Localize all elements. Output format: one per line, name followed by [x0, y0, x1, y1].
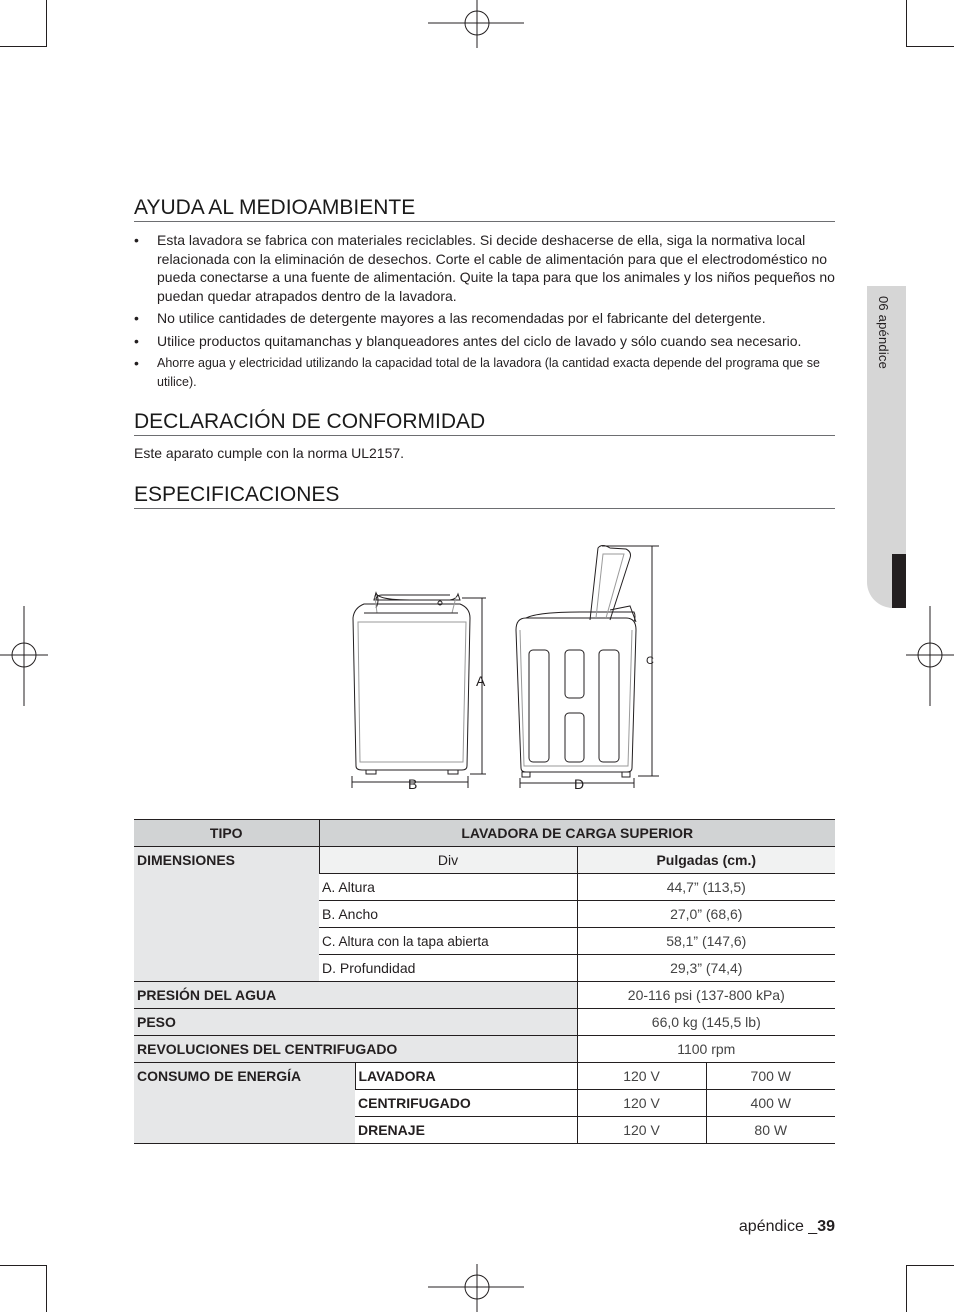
table-row-label: PRESIÓN DEL AGUA [134, 982, 577, 1009]
table-row [134, 1063, 835, 1090]
section-title-specs: ESPECIFICACIONES [134, 483, 835, 509]
table-cell: 27,0” (68,6) [577, 901, 835, 928]
list-item: • Utilice productos quitamanchas y blanqueadores antes del ciclo de lavado y sólo cuando sea necesario. [134, 332, 835, 351]
crop-mark [906, 1265, 954, 1266]
crop-mark [46, 1265, 47, 1312]
conformity-text: Este aparato cumple con la norma UL2157. [134, 445, 405, 461]
table-subheader-cell: Div [319, 847, 577, 874]
table-cell: 1100 rpm [577, 1036, 835, 1063]
table-cell: 58,1” (147,6) [577, 928, 835, 955]
page-number [739, 1218, 835, 1236]
chapter-tab [867, 286, 906, 608]
table-cell: LAVADORA [355, 1063, 577, 1090]
environment-bullet-list [134, 231, 835, 391]
table-cell: 44,7” (113,5) [577, 874, 835, 901]
specifications-table [134, 819, 835, 1144]
section-environment [134, 196, 835, 395]
table-cell: 400 W [706, 1090, 835, 1117]
table-row-label: CONSUMO DE ENERGÍA [134, 1063, 355, 1144]
section-specs [134, 483, 835, 509]
washer-dimensions-diagram [340, 540, 670, 800]
table-cell: D. Profundidad [319, 955, 577, 982]
registration-mark-icon [428, 1264, 528, 1312]
table-row-label: PESO [134, 1009, 577, 1036]
dimension-label-a: A [476, 673, 486, 689]
table-cell: C. Altura con la tapa abierta [319, 928, 577, 955]
page-number-value: 39 [817, 1218, 835, 1235]
table-row [134, 982, 835, 1009]
crop-mark [0, 1265, 47, 1266]
registration-mark-icon [0, 606, 48, 706]
table-cell: 120 V [577, 1090, 706, 1117]
table-row-label: REVOLUCIONES DEL CENTRIFUGADO [134, 1036, 577, 1063]
list-item: • Esta lavadora se fabrica con materiales reciclables. Si decide deshacerse de ella, siga la normativa local relacionada con la eliminación de desechos. Corte el cable de alimentación para que el electrodoméstico no pueda conectarse a una fuente de alimentación. Quite la tapa para que los animales y los niños pequeños no puedan quedar atrapados dentro de la lavadora. [134, 231, 835, 305]
table-row [134, 1036, 835, 1063]
table-cell: DRENAJE [355, 1117, 577, 1144]
list-item: • Ahorre agua y electricidad utilizando la capacidad total de la lavadora (la cantidad exacta depende del programa que se utilice). [134, 354, 835, 391]
crop-mark [0, 46, 47, 47]
table-row-label: DIMENSIONES [134, 847, 319, 982]
table-cell: 80 W [706, 1117, 835, 1144]
section-title-environment: AYUDA AL MEDIOAMBIENTE [134, 196, 835, 222]
section-title-conformity: DECLARACIÓN DE CONFORMIDAD [134, 410, 835, 436]
chapter-tab-label: 06 apéndice [876, 296, 891, 370]
table-cell: 29,3” (74,4) [577, 955, 835, 982]
table-cell: 20-116 psi (137-800 kPa) [577, 982, 835, 1009]
registration-mark-icon [428, 0, 528, 48]
table-cell: CENTRIFUGADO [355, 1090, 577, 1117]
page-section-label: apéndice _ [738, 1218, 818, 1235]
table-cell: A. Altura [319, 874, 577, 901]
table-header-cell: LAVADORA DE CARGA SUPERIOR [319, 820, 835, 847]
crop-mark [46, 0, 47, 47]
table-subheader-cell: Pulgadas (cm.) [577, 847, 835, 874]
table-cell: 120 V [577, 1063, 706, 1090]
table-header-row [134, 820, 835, 847]
table-row [134, 1009, 835, 1036]
dimension-label-d: D [574, 776, 585, 792]
crop-mark [906, 46, 954, 47]
crop-mark [906, 0, 907, 47]
dimension-label-c: C [646, 655, 654, 667]
crop-mark [906, 1265, 907, 1312]
section-conformity [134, 410, 835, 462]
table-cell: B. Ancho [319, 901, 577, 928]
table-cell: 120 V [577, 1117, 706, 1144]
registration-mark-icon [906, 606, 954, 706]
table-cell: 66,0 kg (145,5 lb) [577, 1009, 835, 1036]
chapter-tab-marker [892, 554, 906, 608]
table-header-cell: TIPO [134, 820, 319, 847]
dimension-label-b: B [408, 776, 418, 792]
table-row [134, 847, 835, 874]
list-item: • No utilice cantidades de detergente mayores a las recomendadas por el fabricante del detergente. [134, 309, 835, 328]
table-cell: 700 W [706, 1063, 835, 1090]
